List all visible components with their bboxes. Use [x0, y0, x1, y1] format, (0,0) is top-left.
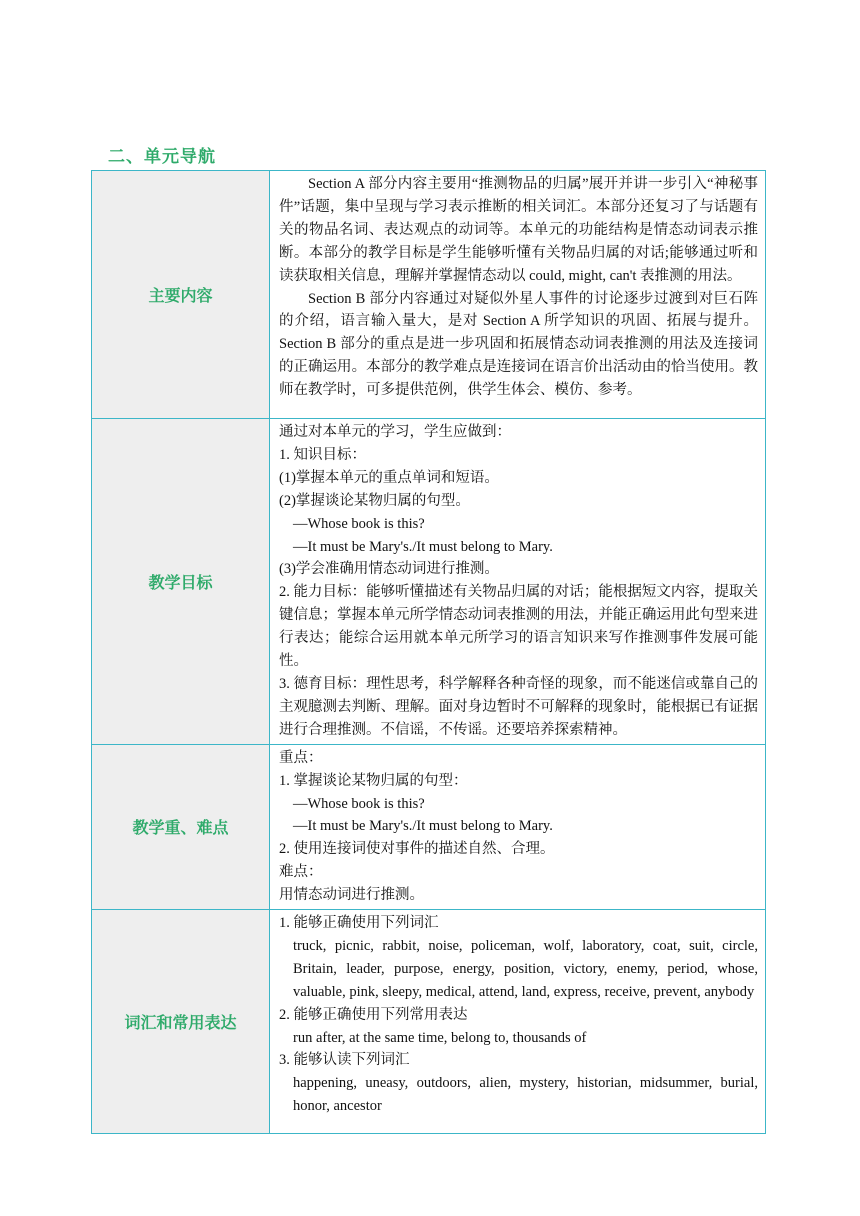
key-point-item: 2. 使用连接词使对事件的描述自然、合理。	[279, 841, 555, 858]
difficulty-heading: 难点：	[279, 864, 323, 881]
row-label-main-content: 主要内容	[92, 171, 270, 419]
knowledge-goal-heading: 1. 知识目标：	[279, 446, 366, 463]
vocab-list: truck, picnic, rabbit, noise, policeman, wolf, laboratory, coat, suit, circle, Britain, leader, purpose, energy, position, victory, enemy, period, whose, valuable, pink, sleepy, medical, attend, land, express, receive, prevent, anybody	[293, 937, 758, 1000]
main-content-cell	[270, 171, 766, 419]
example-question: —Whose book is this?	[293, 515, 425, 532]
row-label-key-points: 教学重、难点	[92, 744, 270, 909]
knowledge-goal-item: (2)掌握谈论某物归属的句型。	[279, 492, 470, 509]
row-label-vocabulary: 词汇和常用表达	[92, 910, 270, 1134]
key-points-heading: 重点：	[279, 749, 323, 766]
section-b-paragraph: Section B 部分内容通过对疑似外星人事件的讨论逐步过渡到对巨石阵的介绍，语言输入量大，是对 Section A 所学知识的巩固、拓展与提升。Section B 部分的重点是进一步巩固和拓展情态动词表推测的用法及连接词的正确运用。本部分的教学难点是连接词在语言价出活动由的恰当使用。教师在教学时，可多提供范例，供学生体会、模仿、参考。	[279, 290, 758, 399]
recognition-list: happening, uneasy, outdoors, alien, mystery, historian, midsummer, burial, honor, ancestor	[293, 1075, 758, 1115]
table-row-main-content	[92, 171, 766, 419]
example-answer: —It must be Mary's./It must belong to Mary.	[293, 818, 553, 835]
goals-intro: 通过对本单元的学习，学生应做到：	[279, 424, 511, 440]
key-points-cell	[270, 744, 766, 909]
example-question: —Whose book is this?	[293, 795, 425, 812]
difficulty-item: 用情态动词进行推测。	[279, 887, 424, 904]
example-answer: —It must be Mary's./It must belong to Mary.	[293, 538, 553, 555]
table-row-vocabulary	[92, 910, 766, 1134]
knowledge-goal-item: (3)学会准确用情态动词进行推测。	[279, 561, 499, 578]
expression-list: run after, at the same time, belong to, thousands of	[293, 1029, 587, 1046]
unit-guide-table	[91, 170, 766, 1134]
vocab-heading: 2. 能够正确使用下列常用表达	[279, 1006, 468, 1023]
ability-goal: 2. 能力目标：能够听懂描述有关物品归属的对话；能根据短文内容，提取关键信息；掌握本单元所学情态动词表推测的用法，并能正确运用此句型来进行表达；能综合运用就本单元所学习的语言知识来写作推测事件发展可能性。	[279, 584, 758, 670]
key-point-item: 1. 掌握谈论某物归属的句型：	[279, 772, 468, 789]
moral-goal: 3. 德育目标：理性思考，科学解释各种奇怪的现象，而不能迷信或靠自己的主观臆测去判断、理解。面对身边暂时不可解释的现象时，能根据已有证据进行合理推测。不信谣，不传谣。还要培养探索精神。	[279, 675, 758, 738]
row-label-teaching-goals: 教学目标	[92, 419, 270, 745]
section-title: 二、单元导航	[108, 147, 216, 167]
vocab-heading: 1. 能够正确使用下列词汇	[279, 915, 439, 932]
table-row-key-points	[92, 744, 766, 909]
vocab-heading: 3. 能够认读下列词汇	[279, 1052, 410, 1069]
section-a-paragraph: Section A 部分内容主要用“推测物品的归属”展开并讲一步引入“神秘事件”话题，集中呈现与学习表示推断的相关词汇。本部分还复习了与话题有关的物品名词、表达观点的动词等。本单元的功能结构是情态动词表示推断。本部分的教学目标是学生能够听懂有关物品归属的对话;能够通过听和读获取相关信息，理解并掌握情态动以 could, might, can't 表推测的用法。	[279, 176, 758, 284]
table-row-teaching-goals	[92, 419, 766, 745]
knowledge-goal-item: (1)掌握本单元的重点单词和短语。	[279, 469, 499, 486]
vocabulary-cell	[270, 910, 766, 1134]
teaching-goals-cell	[270, 419, 766, 745]
